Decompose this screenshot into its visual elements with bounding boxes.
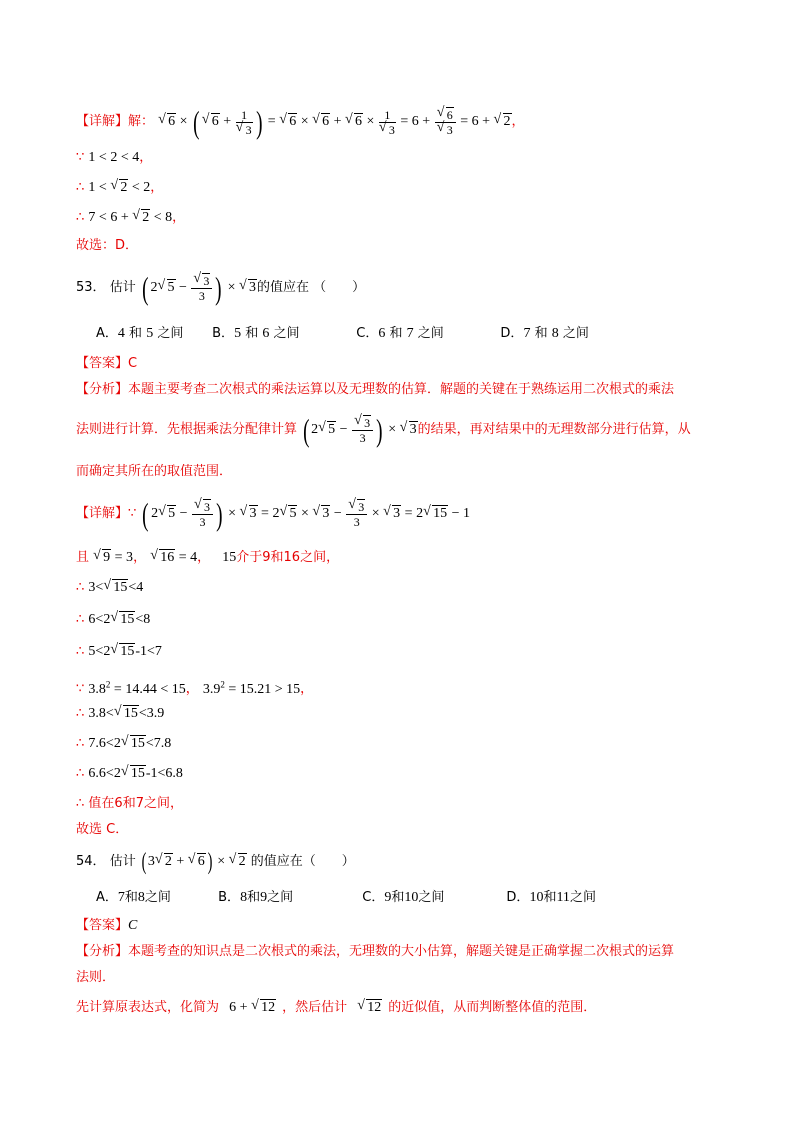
math-expression: 7 < 6 + √ 2 < 8: [88, 210, 172, 225]
q53-step-6: ∴ 7.6<2√ 15<7.8: [76, 734, 171, 754]
answer-blank: （ ）: [313, 280, 366, 296]
q54-analysis-line-2: 法则．: [76, 970, 116, 985]
p52-therefore-line-1: ∴ 1 < √ 2 < 2，: [76, 178, 163, 198]
math-expression: √ 6 × (√ 6 + 1 √ 3 ) = √ 6 × √ 6 + √ 6 × 1 √ 3 = 6 + √ 6 √ 3 = 6 + √ 2: [158, 114, 511, 129]
detail-tag: 【详解】∵: [76, 506, 137, 522]
therefore-symbol: ∴: [76, 180, 85, 195]
q53-options: [96, 324, 589, 344]
p52-choice: 故选：D．: [76, 238, 139, 253]
option-c[interactable]: C．9和10之间: [362, 890, 445, 905]
p52-therefore-line-2: ∴ 7 < 6 + √ 2 < 8，: [76, 208, 185, 228]
q53-detail-line: [76, 498, 470, 530]
q53-step-2: ∴ 6<2√ 15<8: [76, 610, 150, 630]
q53-bounds-line: 且 √ 9 = 3， √ 16 = 4， 15介于9和16之间，: [76, 548, 339, 568]
question-number: 54．: [76, 854, 106, 870]
q53-answer: 【答案】C: [76, 356, 138, 371]
q53-step-3: ∴ 5<2√ 15-1<7: [76, 642, 162, 662]
q54-options: [96, 888, 596, 908]
prompt-post: 的值应在（ ）: [250, 854, 355, 870]
option-d[interactable]: D．7 和 8 之间: [500, 326, 589, 341]
q54-answer: 【答案】C: [76, 918, 138, 933]
math-expression: 1 < √ 2 < 2: [88, 180, 150, 195]
q53-step-7: ∴ 6.6<2√ 15-1<6.8: [76, 764, 183, 784]
p52-detail-line: [76, 106, 525, 138]
q53-step-4: ∵ $3.8^2 = 14.44 < 15$， $3.9^2 = 15.21 > 15$，: [76, 679, 314, 697]
math-expression: ( 2√ 5 − √ $\frac{3}{3}$ ) × √ 3 = 2√ 5 × √ 3 − √ $\frac{3}{3}$ × √ 3 = 2√ 15 − 1: [140, 506, 470, 521]
math-expression: ( 3√ 2 + √ 6 ) × √ 2: [140, 854, 247, 869]
detail-tag: 【详解】解：: [76, 114, 155, 130]
option-b[interactable]: B．5 和 6 之间: [212, 326, 300, 341]
q53-analysis-line-1: 【分析】本题主要考查二次根式的乘法运算以及无理数的估算．解题的关键在于熟练运用二次根式的乘法: [76, 382, 675, 397]
math-expression: ( 2√ 5 − √ $\frac{3}{3}$ ) × √ 3: [297, 422, 418, 437]
q53-step-1: ∴ 3<√ 15<4: [76, 578, 143, 598]
option-a[interactable]: A．4 和 5 之间: [96, 326, 184, 341]
option-a[interactable]: A．7和8之间: [96, 890, 171, 905]
q53-analysis-line-2: 法则进行计算．先根据乘法分配律计算 ( 2√ 5 − √ $\frac{3}{3}$ ) × √ 3的结果，再对结果中的无理数部分进行估算，从: [76, 414, 691, 446]
math-expression: ( 2√ 5 − √ $\frac{3}{3}$ ) × √ 3: [140, 280, 257, 295]
prompt-pre: 估计: [109, 280, 136, 296]
q54-analysis-line-1: 【分析】本题考查的知识点是二次根式的乘法，无理数的大小估算，解题关键是正确掌握二次根式的运算: [76, 944, 675, 959]
q53-step-5: ∴ 3.8<√ 15<3.9: [76, 704, 164, 724]
option-b[interactable]: B．8和9之间: [218, 890, 294, 905]
question-number: 53．: [76, 280, 106, 296]
because-symbol: ∵: [76, 150, 85, 165]
prompt-pre: 估计: [109, 854, 136, 870]
prompt-post: 的值应在: [256, 280, 309, 296]
option-d[interactable]: D．10和11之间: [506, 890, 596, 905]
q53-choice: 故选 C．: [76, 822, 129, 837]
p52-because-line: ∵ 1 < 2 < 4，: [76, 150, 153, 165]
q53-conclusion: ∴ 值在6和7之间，: [76, 796, 183, 811]
option-c[interactable]: C．6 和 7 之间: [356, 326, 444, 341]
q53-stem: [76, 272, 365, 304]
therefore-symbol: ∴: [76, 210, 85, 225]
math-expression: 1 < 2 < 4: [88, 150, 140, 165]
comma: ，: [511, 114, 525, 130]
q53-analysis-line-3: 而确定其所在的取值范围．: [76, 464, 233, 479]
q54-stem: [76, 850, 355, 874]
q54-analysis-line-3: 先计算原表达式，化简为 6 + √ 12 ，然后估计 √ 12 的近似值，从而判断整体值的范围．: [76, 998, 596, 1018]
